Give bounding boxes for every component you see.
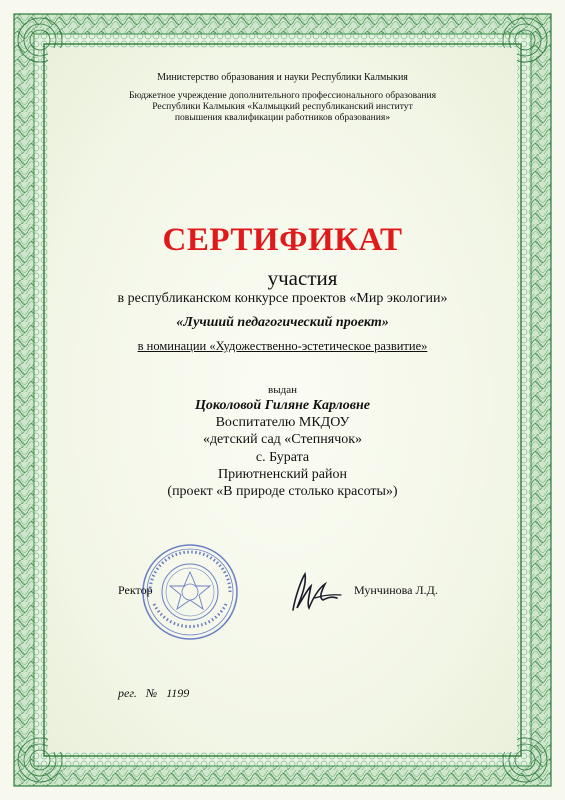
signature-icon <box>285 568 345 618</box>
ministry-heading: Министерство образования и науки Республики Калмыкия <box>157 72 408 83</box>
recipient-position: Воспитателю МКДОУ <box>215 415 350 430</box>
recipient-project-title: (проект «В природе столько красоты») <box>167 484 398 499</box>
registration-label: рег. <box>118 686 137 700</box>
signatory-name: Мунчинова Л.Д. <box>354 583 438 597</box>
project-category: «Лучший педагогический проект» <box>176 315 389 330</box>
official-seal-icon <box>140 542 240 642</box>
contest-line: в республиканском конкурсе проектов «Мир экологии» <box>117 291 448 306</box>
institution-line-2: Республики Калмыкия «Калмыцкий республиканский институт <box>152 101 413 112</box>
recipient-name: Цоколовой Гиляне Карловне <box>195 398 370 413</box>
registration-number-sign: № <box>145 686 158 700</box>
signatory-role: Ректор <box>118 583 153 597</box>
issued-label: выдан <box>268 384 297 396</box>
recipient-village: с. Бурата <box>255 450 310 465</box>
institution-line-1: Бюджетное учреждение дополнительного профессионального образования <box>128 90 437 101</box>
recipient-district: Приютненский район <box>218 467 347 482</box>
participation-subtitle: участия <box>267 266 338 290</box>
nomination-line: в номинации «Художественно-эстетическое развитие» <box>137 339 428 353</box>
institution-line-3: повышения квалификации работников образования» <box>174 112 391 123</box>
certificate-title: СЕРТИФИКАТ <box>162 222 403 258</box>
recipient-organization: «детский сад «Степнячок» <box>202 432 363 447</box>
registration-number-value: 1199 <box>166 686 190 700</box>
registration-number <box>118 686 195 701</box>
